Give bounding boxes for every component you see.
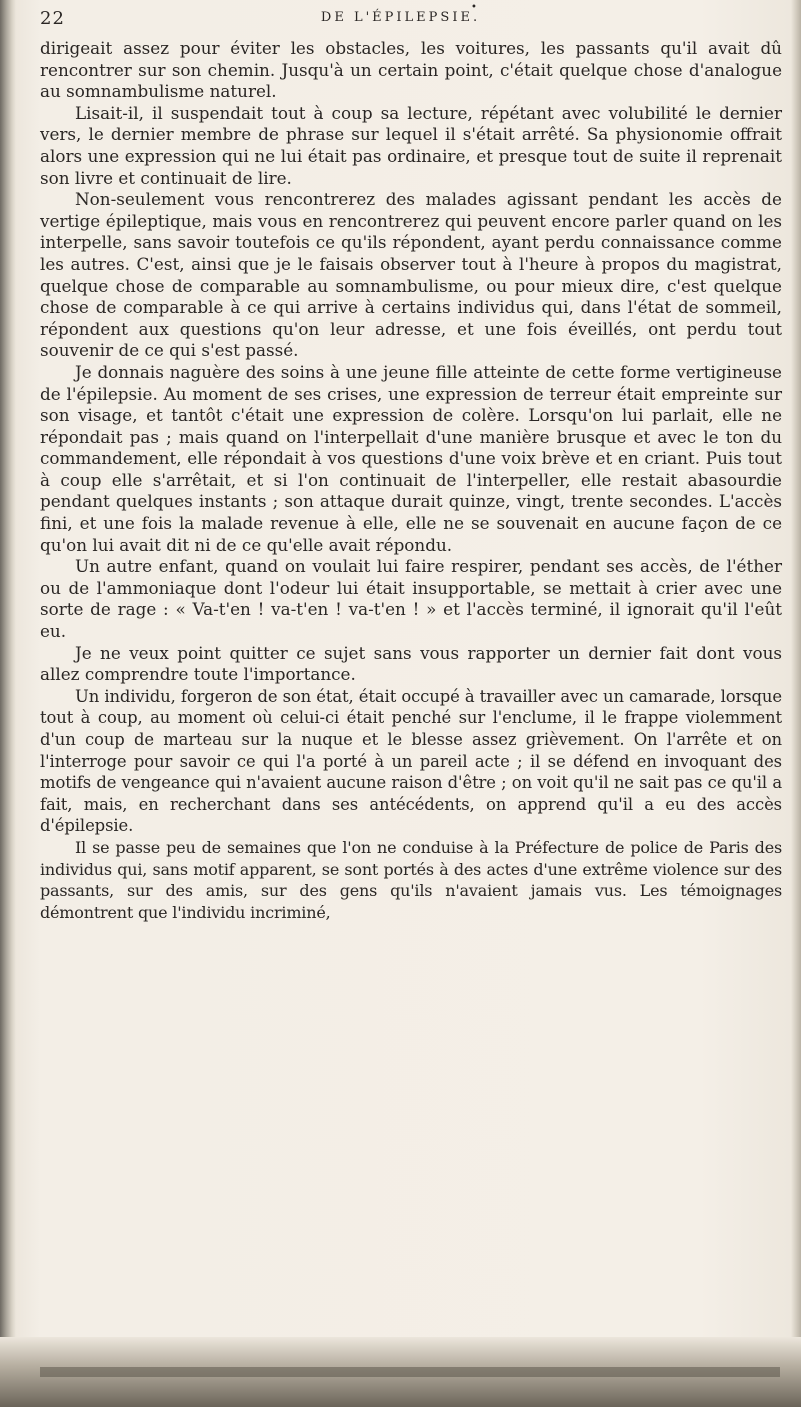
- page-bottom-edge: [0, 1337, 801, 1407]
- paragraph-3: Non-seulement vous rencontrerez des malades agissant pendant les accès de vertige épileptique, mais vous en rencontrerez qui peuvent encore parler quand on les interpelle, sans savoir toutefois ce qu'ils répondent, ayant perdu connaissance comme les autres. C'est, ainsi que je le faisais observer tout à l'heure à propos du magistrat, quelque chose de comparable au somnambulisme, ou pour mieux dire, c'est quelque chose de comparable à ce qui arrive à certains individus qui, dans l'état de sommeil, répondent aux questions qu'on leur adresse, et une fois éveillés, ont perdu tout souvenir de ce qui s'est passé.: [40, 189, 782, 361]
- underlying-page-edge: [40, 1367, 780, 1377]
- paragraph-8: Il se passe peu de semaines que l'on ne conduise à la Préfecture de police de Paris des individus qui, sans motif apparent, se sont portés à des actes d'une extrême violence sur des passants, sur des amis, sur des gens qu'ils n'avaient jamais vus. Les témoignages démontrent que l'individu incriminé,: [40, 837, 782, 922]
- paragraph-7: Un individu, forgeron de son état, était occupé à travailler avec un camarade, lorsque tout à coup, au moment où celui-ci était penché sur l'enclume, il le frappe violemment d'un coup de marteau sur la nuque et le blesse assez grièvement. On l'arrête et on l'interroge pour savoir ce qui l'a porté à un pareil acte ; il se défend en invoquant des motifs de vengeance qui n'avaient aucune raison d'être ; on voit qu'il ne sait pas ce qu'il a fait, mais, en recherchant dans ses antécédents, on apprend qu'il a eu des accès d'épilepsie.: [40, 686, 782, 836]
- paragraph-5: Un autre enfant, quand on voulait lui faire respirer, pendant ses accès, de l'éther ou de l'ammoniaque dont l'odeur lui était insupportable, se mettait à crier avec une sorte de rage : « Va-t'en ! va-t'en ! va-t'en ! » et l'accès terminé, il ignorait qu'il l'eût eu.: [40, 556, 782, 642]
- paragraph-2: Lisait-il, il suspendait tout à coup sa lecture, répétant avec volubilité le dernier vers, le dernier membre de phrase sur lequel il s'était arrêté. Sa physionomie offrait alors une expression qui ne lui était pas ordinaire, et presque tout de suite il reprenait son livre et continuait de lire.: [40, 102, 782, 188]
- printer-mark: •: [471, 2, 477, 13]
- page-number: 22: [40, 8, 65, 29]
- paragraph-4: Je donnais naguère des soins à une jeune fille atteinte de cette forme vertigineuse de l'épilepsie. Au moment de ses crises, une expression de terreur était empreinte sur son visage, et tantôt c'était une expression de colère. Lorsqu'on lui parlait, elle ne répondait pas ; mais quand on l'interpellait d'une manière brusque et avec le ton du commandement, elle répondait à vos questions d'une voix brève et en criant. Puis tout à coup elle s'arrêtait, et si l'on continuait de l'interpeller, elle restait abasourdie pendant quelques instants ; son attaque durait quinze, vingt, trente secondes. L'accès fini, et une fois la malade revenue à elle, elle ne se souvenait en aucune façon de ce qu'on lui avait dit ni de ce qu'elle avait répondu.: [40, 361, 782, 555]
- page-header: [0, 0, 801, 40]
- paragraph-6: Je ne veux point quitter ce sujet sans vous rapporter un dernier fait dont vous allez comprendre toute l'importance.: [40, 642, 782, 685]
- paragraph-1: dirigeait assez pour éviter les obstacles, les voitures, les passants qu'il avait dû rencontrer sur son chemin. Jusqu'à un certain point, c'était quelque chose d'analogue au somnambulisme naturel.: [40, 38, 782, 102]
- page-right-edge: [791, 0, 801, 1407]
- page-binding-shadow: [0, 0, 16, 1407]
- running-head: DE L'ÉPILEPSIE.: [320, 10, 481, 25]
- body-text: [40, 38, 782, 923]
